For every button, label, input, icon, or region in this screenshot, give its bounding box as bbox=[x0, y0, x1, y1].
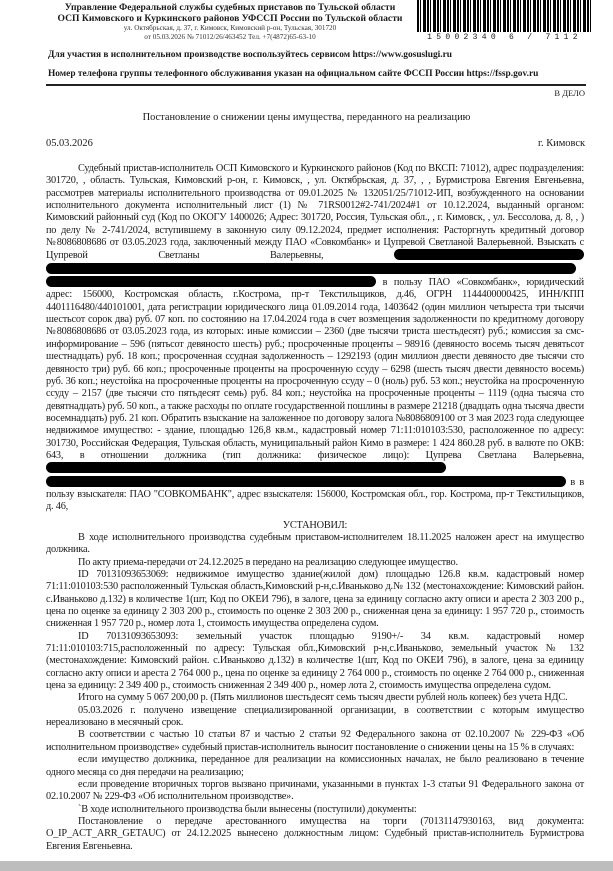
preamble bbox=[46, 163, 584, 514]
department-name: ОСП Кимовского и Куркинского районов УФССП России по Тульской области bbox=[57, 13, 403, 24]
filing-mark: В ДЕЛО bbox=[554, 88, 585, 98]
findings bbox=[46, 520, 584, 853]
paragraph: В соответствии с частью 10 статьи 87 и частью 2 статьи 92 Федерального закона от 02.10.2007 № 229-ФЗ «Об исполнительном производстве» судебный пристав-исполнитель выносит постановление о снижении цены на 15 % в случаях: bbox=[46, 729, 584, 753]
viewer-bottom-bar bbox=[0, 861, 613, 871]
paragraph: 05.03.2026 г. получено извещение специализированной организации, в соответствии с которым имущество нереализовано в месячный срок. bbox=[46, 704, 584, 729]
org-address: ул. Октябрьская, д. 37, г. Кимовск, Кимовский р-он, Тульская, 301720 bbox=[123, 24, 337, 32]
document-date: 05.03.2026 bbox=[46, 138, 93, 149]
document-reference: от 05.03.2026 № 71012/26/463452 Тел. +7(4872)65-63-10 bbox=[144, 32, 316, 41]
barcode-number: 15002340 6 / 7112 bbox=[427, 33, 582, 42]
document-city: г. Кимовск bbox=[537, 138, 585, 149]
redaction bbox=[46, 462, 446, 473]
paragraph: Постановление о передаче арестованного имущества на торги (70131147930163, вид документа: O_IP_ACT_ARR_GETAUC) от 24.12.2025 вынесено должностным лицом: Судебный пристав-исполнитель Бурмистрова Евгения Евгеньевна. bbox=[46, 815, 584, 852]
phone-notice: Номер телефона группы телефонного обслуживания указан на официальном сайте ФССП России https://fssp.gov.ru bbox=[48, 69, 539, 79]
barcode bbox=[417, 0, 592, 32]
paragraph: `В ходе исполнительного производства были вынесены (поступили) документы: bbox=[78, 803, 417, 815]
paragraph: если проведение вторичных торгов вызвано причинами, указанными в пунктах 1-3 статьи 91 Федерального закона от 02.10.2007 № 229-ФЗ «Об исполнительном производстве». bbox=[46, 778, 584, 803]
redaction bbox=[46, 276, 376, 287]
redaction bbox=[394, 249, 584, 260]
paragraph: Итого на сумму 5 067 200,00 р. (Пять миллионов шестьдесят семь тысяч двести рублей ноль копеек) без учета НДС. bbox=[78, 692, 568, 704]
gosuslugi-notice: Для участия в исполнительном производстве воспользуйтесь сервисом https://www.gosuslugi.ru bbox=[48, 50, 453, 60]
paragraph: если имущество должника, переданное для реализации на комиссионных началах, не было реализовано в течение одного месяца со дня передачи на реализацию; bbox=[46, 754, 584, 778]
redaction bbox=[46, 476, 566, 487]
redaction bbox=[46, 263, 576, 274]
document-title: Постановление о снижении цены имущества, переданного на реализацию bbox=[142, 112, 471, 123]
org-name: Управление Федеральной службы судебных приставов по Тульской области bbox=[64, 2, 396, 13]
paragraph: ID 70131093653069: недвижимое имущество здание(жилой дом) площадью 126.8 кв.м. кадастровый номер 71:11:010103:530 расположенный Тульская область,Кимовский р-н,с.Иваньково д.№ 132 (местонахождение: Кимовский район. с.Иваньково д.132) в количестве 1(шт, Код по ОКЕИ 796), в залоге, цена за единицу согласно акту описи и ареста 2 303 200 р., цена по оценке за единицу 2 303 200 р., стоимость по оценке 2 303 200 р., сниженная цена за единицу: 1 957 720 р., стоимость сниженная 1 957 720 р., номер лота 1, стоимость имущества определена судом. bbox=[46, 569, 584, 630]
section-heading: УСТАНОВИЛ: bbox=[282, 519, 348, 531]
paragraph: По акту приема-передачи от 24.12.2025 в передано на реализацию следующее имущество. bbox=[78, 556, 458, 568]
header-divider bbox=[46, 84, 586, 86]
paragraph: ID 70131093653093: земельный участок площадью 9190+/- 34 кв.м. кадастровый номер 71:11:010103:715,расположенный по адресу: Тульская обл.,Кимовский р-н,с.Иваньково, земельный участок № 132 (местонахождение: Кимовский район. с.Иваньково д.132) в количестве 1(шт, Код по ОКЕИ 796), в залоге, цена за единицу согласно акту описи и ареста 2 764 000 р., цена по оценке за единицу 2 764 000 р., стоимость по оценке 2 764 000 р., сниженная цена за единицу: 2 349 400 р., стоимость сниженная 2 349 400 р., номер лота 2, стоимость имущества определена судом. bbox=[46, 630, 584, 692]
paragraph: В ходе исполнительного производства судебным приставом-исполнителем 18.11.2025 наложен арест на имущество должника. bbox=[46, 531, 584, 556]
issuer-header bbox=[40, 2, 420, 41]
preamble-paragraph: Судебный пристав-исполнитель ОСП Кимовского и Куркинского районов (Код по ВКСП: 71012), адрес подразделения: 301720, , область. Тульская, Кимовский р-он, г. Кимовск, , ул. Октябрьская, д. 37, , , Бурмистрова Евгения Евгеньевна, рассмотрев материалы исполнительного производства от 09.01.2025 № 132051/25/71012-ИП, возбужденного на основании исполнительного документа исполнительный лист (1) № 71RS0012#2-741/2024#1 от 10.12.2024, выданный органом: Кимовский районный суд (Код по ОКОГУ 1400026; Адрес: 301720, Россия, Тульская обл., , г. Кимовск, , ул. Бессолова, д. 8, , ) по делу № 2-741/2024, вступившему в законную силу 09.12.2024, предмет исполнения: Расторгнуть кредитный договор №8086808686 от 03.05.2023 года, заключенный между ПАО «Совкомбанк» и Цупревой Светланой Валерьевной. Взыскать с Цупревой Светланы Валерьевны, в пользу ПАО «Совкомбанк», юридический адрес: 156000, Костромская область, г.Кострома, пр-т Текстильщиков, д.46, ОГРН 1144400000425, ИНН/КПП 4401116480/440101001, дата регистрации юридического лица 01.09.2014 года, 1403642 (один миллион четыреста три тысячи шестьсот сорок два) руб. 07 коп. по состоянию на 17.04.2024 года в счет возмещения задолженности по кредитному договору №8086808686 от 03.05.2023 года, из которых: иные комиссии – 2360 (две тысячи триста шестьдесят) руб.; комиссия за смс-информирование – 596 (пятьсот девяносто шесть) руб.; просроченные проценты – 98916 (девяносто восемь тысяч девятьсот шестнадцать) руб. 18 коп.; просроченная ссудная задолженность – 1292193 (один миллион двести девяносто две тысячи сто девяносто три) руб. 66 коп.; просроченные проценты на просроченную ссуду – 6298 (шесть тысяч двести девяносто восемь) руб. 36 коп.; неустойка на просроченные проценты на просроченную ссуду – 0 (ноль) руб. 53 коп.; неустойка на просроченную ссуду – 2157 (две тысячи сто пятьдесят семь) руб. 84 коп.; неустойка на просроченные проценты – 1119 (одна тысяча сто девятнадцать) руб. 50 коп., а также расходы по оплате государственной пошлины в размере 21218 (двадцать одна тысяча двести восемнадцать) руб. 21 коп. Обратить взыскание на заложенное по договору залога №8086809100 от 3 мая 2023 года следующее недвижимое имущество: - здание, площадью 126,8 кв.м., кадастровый номер 71:11:010103:530, расположенное по адресу: 301730, Российская Федерация, Тульская область, муниципальный район Кимо в размере: 1 424 860.28 руб. в валюте по ОКВ: 643, в отношении должника (тип должника: физическое лицо): Цупрева Светлана Валерьевна, в в пользу взыскателя: ПАО "СОВКОМБАНК", адрес взыскателя: 156000, Костромская обл., гор. Кострома, пр-т Текстильщиков, д. 46, bbox=[46, 163, 584, 513]
